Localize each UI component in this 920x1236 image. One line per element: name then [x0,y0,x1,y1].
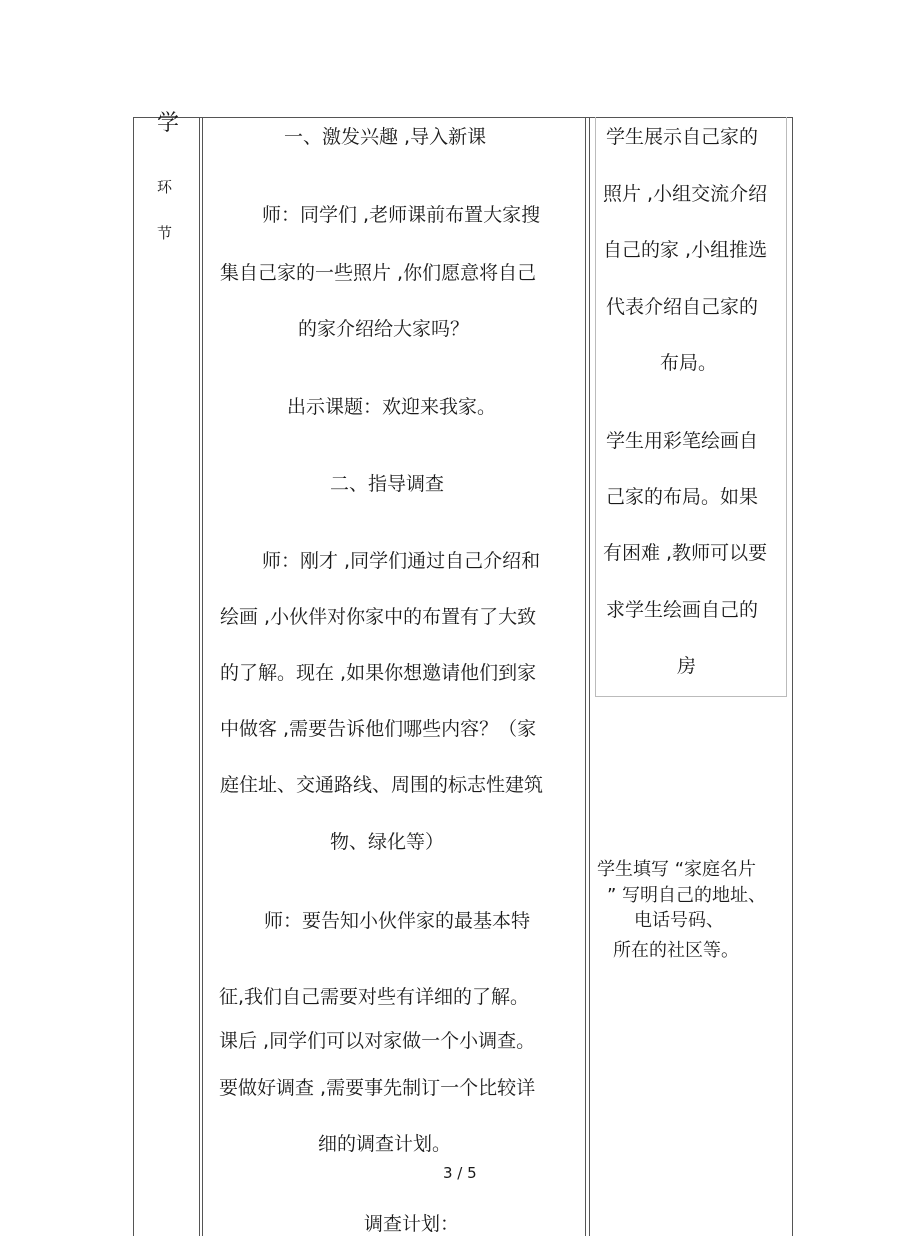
right-b-line-2: 己家的布局。如果 [606,486,759,508]
left-col-char-2: 环 [157,178,173,196]
page-number: 3 / 5 [443,1164,477,1182]
paragraph-3-line-5: 庭住址、交通路线、周围的标志性建筑 [220,774,544,796]
paragraph-2: 出示课题：欢迎来我家。 [287,396,497,418]
paragraph-5: 调查计划： [364,1213,460,1235]
right-b-line-5: 房 [677,655,697,677]
right-a-line-4: 代表介绍自己家的 [606,296,759,318]
paragraph-3-line-1: 师：刚才 ,同学们通过自己介绍和 [262,550,541,572]
table-border-left [133,117,134,1236]
right-c-line-2: ” 写明自己的地址、 [607,885,767,906]
left-col-char-1: 学 [157,111,180,136]
column-divider-2 [585,117,586,1236]
column-divider-2b [589,117,590,1236]
right-c-line-4: 所在的社区等。 [613,940,739,961]
column-divider-1b [202,117,203,1236]
left-col-char-3: 节 [157,224,173,242]
paragraph-1-line-3: 的家介绍给大家吗？ [298,318,470,340]
right-c-line-3: 电话号码、 [634,910,724,931]
table-border-right [792,117,793,1236]
paragraph-4-line-1: 师：要告知小伙伴家的最基本特 [264,910,531,932]
paragraph-3-line-2: 绘画 ,小伙伴对你家中的布置有了大致 [220,606,537,628]
paragraph-4-line-5: 细的调查计划。 [318,1133,452,1155]
paragraph-1-line-1: 师：同学们 ,老师课前布置大家搜 [262,204,541,226]
section-2-heading: 二、指导调查 [330,473,445,495]
right-a-line-2: 照片 ,小组交流介绍 [603,183,768,205]
paragraph-3-line-4: 中做客 ,需要告诉他们哪些内容？（家 [220,718,537,740]
right-b-line-1: 学生用彩笔绘画自 [606,430,759,452]
right-c-line-1: 学生填写 “家庭名片 [597,859,757,880]
column-divider-1 [199,117,200,1236]
right-a-line-3: 自己的家 ,小组推选 [603,239,768,261]
right-a-line-1: 学生展示自己家的 [606,126,759,148]
paragraph-3-line-6: 物、绿化等） [330,831,445,853]
paragraph-4-line-4: 要做好调查 ,需要事先制订一个比较详 [219,1077,536,1099]
paragraph-4-line-3: 课后 ,同学们可以对家做一个小调查。 [219,1030,536,1052]
right-b-line-4: 求学生绘画自己的 [606,599,759,621]
paragraph-4-line-2: 征,我们自己需要对些有详细的了解。 [219,986,530,1008]
paragraph-3-line-3: 的了解。现在 ,如果你想邀请他们到家 [220,662,537,684]
section-1-heading: 一、激发兴趣 ,导入新课 [284,126,487,148]
paragraph-1-line-2: 集自己家的一些照片 ,你们愿意将自己 [220,262,537,284]
right-a-line-5: 布局。 [660,352,718,374]
right-b-line-3: 有困难 ,教师可以要 [603,542,768,564]
